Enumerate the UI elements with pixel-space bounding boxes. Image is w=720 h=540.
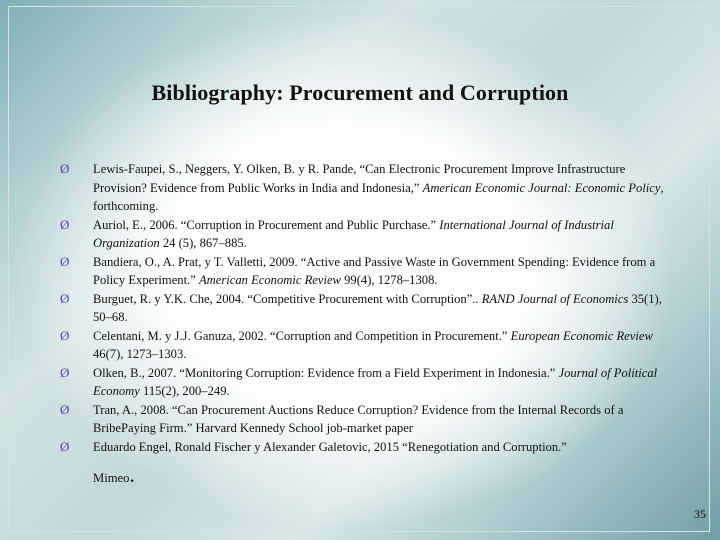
- reference-text: Bandiera, O., A. Prat, y T. Valletti, 2009. “Active and Passive Waste in Government Spending: Evidence from a Policy Experiment.”: [93, 254, 656, 287]
- reference-item: [60, 253, 668, 290]
- reference-item: [60, 401, 668, 438]
- reference-text: Tran, A., 2008. “Can Procurement Auctions Reduce Corruption? Evidence from the Internal Records of a BribePaying Firm.” Harvard Kennedy School job-market paper: [93, 402, 624, 435]
- reference-journal: Journal of Political Economy: [93, 365, 658, 398]
- arrow-bullet-icon: Ø: [60, 438, 70, 454]
- reference-journal: American Economic Review: [198, 273, 341, 287]
- reference-item: [60, 364, 668, 401]
- reference-details: , forthcoming.: [93, 180, 664, 213]
- reference-text: Auriol, E., 2006. “Corruption in Procurement and Public Purchase.”: [93, 217, 440, 232]
- reference-journal: American Economic Journal: Economic Policy: [422, 180, 661, 195]
- reference-period: .: [129, 462, 135, 487]
- reference-text: Burguet, R. y Y.K. Che, 2004. “Competitive Procurement with Corruption”..: [93, 291, 482, 306]
- reference-text: Olken, B., 2007. “Monitoring Corruption: Evidence from a Field Experiment in Indonesia.”: [93, 365, 559, 380]
- reference-item: [60, 438, 668, 490]
- arrow-bullet-icon: Ø: [60, 216, 70, 232]
- arrow-bullet-icon: Ø: [60, 253, 70, 269]
- slide-title: Bibliography: Procurement and Corruption: [151, 80, 569, 105]
- reference-text: Lewis-Faupei, S., Neggers, Y. Olken, B. y R. Pande, “Can Electronic Procurement Improve Infrastructure Provision? Evidence from Public Works in India and Indonesia,”: [93, 162, 626, 195]
- reference-tail: [93, 464, 668, 489]
- arrow-bullet-icon: Ø: [60, 364, 70, 380]
- reference-journal: International Journal of Industrial Organization: [93, 217, 614, 250]
- reference-text: Celentani, M. y J.J. Ganuza, 2002. “Corruption and Competition in Procurement.”: [93, 328, 511, 343]
- reference-item: [60, 327, 668, 364]
- reference-text: Eduardo Engel, Ronald Fischer y Alexander Galetovic, 2015 “Renegotiation and Corruption.”: [93, 439, 567, 454]
- reference-item: [60, 216, 668, 253]
- arrow-bullet-icon: Ø: [60, 401, 70, 417]
- reference-journal: RAND Journal of Economics: [481, 291, 629, 306]
- reference-details: 35(1), 50–68.: [93, 291, 662, 324]
- reference-item: [60, 160, 668, 216]
- arrow-bullet-icon: Ø: [60, 327, 70, 343]
- reference-item: [60, 290, 668, 327]
- page-number: 35: [694, 507, 706, 521]
- arrow-bullet-icon: Ø: [60, 161, 70, 176]
- reference-publisher: Mimeo: [93, 471, 130, 485]
- reference-journal: European Economic Review: [510, 328, 653, 343]
- reference-list: [60, 160, 668, 489]
- reference-details: 99(4), 1278–1308.: [340, 273, 438, 287]
- reference-details: 46(7), 1273–1303.: [93, 347, 187, 361]
- arrow-bullet-icon: Ø: [60, 290, 70, 306]
- reference-details: 24 (5), 867–885.: [159, 236, 247, 250]
- reference-details: 115(2), 200–249.: [139, 384, 230, 398]
